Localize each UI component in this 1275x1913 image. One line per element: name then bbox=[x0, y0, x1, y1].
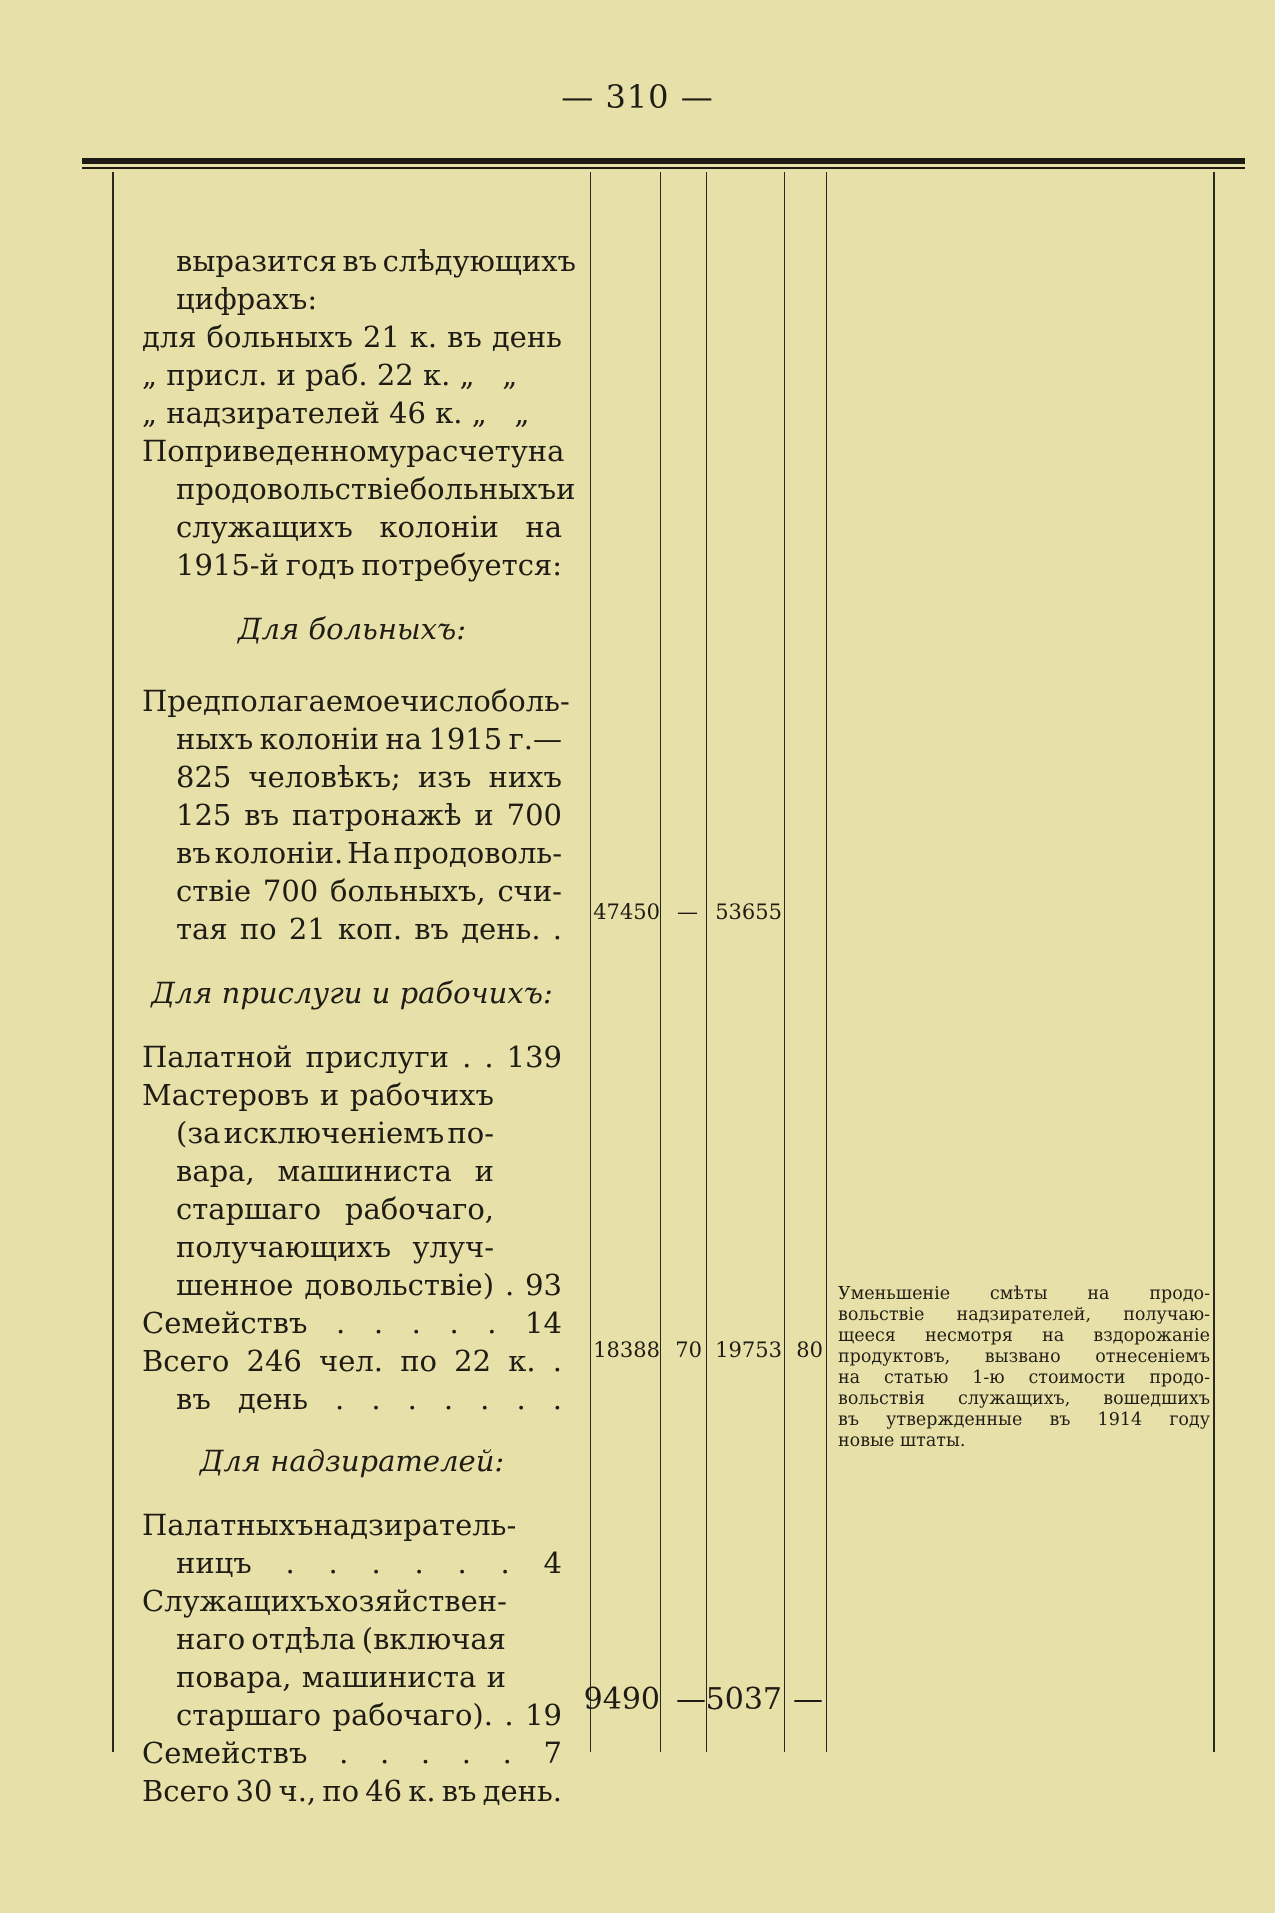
text-line: получающихъ улуч- bbox=[176, 1230, 494, 1264]
note-line: продуктовъ, вызвано отнесеніемъ bbox=[838, 1347, 1210, 1367]
note-line: новые штаты. bbox=[838, 1431, 966, 1451]
text-line: Для надзирателей: bbox=[199, 1444, 505, 1478]
text-line: (за исключеніемъ по- bbox=[176, 1116, 494, 1150]
text-line: старшаго рабочаго, bbox=[176, 1192, 494, 1226]
text-line: Семействъ . . . . . 14 bbox=[142, 1306, 562, 1340]
text-line: служащихъ колоніи на bbox=[176, 510, 562, 544]
text-line: ныхъ колоніи на 1915 г.— bbox=[176, 722, 562, 756]
text-line: Палатной прислуги . . 139 bbox=[142, 1040, 562, 1074]
text-line: въ день . . . . . . . bbox=[176, 1382, 562, 1416]
text-line: продовольствіе больныхъ и bbox=[176, 472, 576, 506]
text-line: тая по 21 коп. въ день. . bbox=[176, 912, 562, 946]
text-line: Всего 30 ч., по 46 к. въ день. bbox=[142, 1774, 562, 1808]
text-line: ницъ . . . . . . 4 bbox=[176, 1546, 562, 1580]
column-rule bbox=[784, 172, 785, 1752]
text-line: ствіе 700 больныхъ, счи- bbox=[176, 874, 562, 908]
column-rule bbox=[826, 172, 827, 1752]
note-line: вольствіе надзирателей, получаю- bbox=[838, 1305, 1210, 1325]
text-line: повара, машиниста и bbox=[176, 1660, 506, 1694]
text-line: вара, машиниста и bbox=[176, 1154, 494, 1188]
top-rule bbox=[82, 158, 1245, 164]
text-line: Для больныхъ: bbox=[237, 612, 467, 646]
amount-cell: 18388 bbox=[593, 1338, 660, 1362]
amount-cell: 5037 bbox=[705, 1682, 782, 1717]
amount-cell: — bbox=[793, 1682, 823, 1717]
text-line: Всего 246 чел. по 22 к. . bbox=[142, 1344, 562, 1378]
amount-cell: — bbox=[676, 1682, 706, 1717]
text-line: Для прислуги и рабочихъ: bbox=[151, 976, 553, 1010]
text-line: Мастеровъ и рабочихъ bbox=[142, 1078, 494, 1112]
text-line: шенное довольствіе) . 93 bbox=[176, 1268, 562, 1302]
remarks-note bbox=[838, 1284, 1210, 1452]
amount-cell: 9490 bbox=[583, 1682, 660, 1717]
text-line: для больныхъ 21 к. въ день bbox=[142, 320, 562, 354]
note-line: на статью 1-ю стоимости продо- bbox=[838, 1368, 1210, 1388]
note-line: щееся несмотря на вздорожаніе bbox=[838, 1326, 1210, 1346]
text-line: 825 человѣкъ; изъ нихъ bbox=[176, 760, 562, 794]
amount-cell: — bbox=[677, 900, 698, 924]
text-line: Предполагаемое число боль- bbox=[142, 684, 570, 718]
note-line: вольствія служащихъ, вошедшихъ bbox=[838, 1389, 1210, 1409]
text-line: цифрахъ: bbox=[176, 282, 318, 316]
amount-cell: 80 bbox=[796, 1338, 823, 1362]
amount-cell: 53655 bbox=[715, 900, 782, 924]
column-rule bbox=[706, 172, 707, 1752]
text-line: „ надзирателей 46 к. „ „ bbox=[142, 396, 530, 430]
text-line: наго отдѣла (включая bbox=[176, 1622, 506, 1656]
text-line: „ присл. и раб. 22 к. „ „ bbox=[142, 358, 518, 392]
column-rule bbox=[590, 172, 591, 1752]
text-line: 1915-й годъ потребуется: bbox=[176, 548, 562, 582]
text-line: старшаго рабочаго). . 19 bbox=[176, 1698, 562, 1732]
amount-cell: 47450 bbox=[593, 900, 660, 924]
amount-cell: 70 bbox=[675, 1338, 702, 1362]
text-line: По приведенному расчету на bbox=[142, 434, 565, 468]
page-number: — 310 — bbox=[561, 78, 714, 116]
text-line: въ колоніи. На продоволь- bbox=[176, 836, 562, 870]
note-line: въ утвержденные въ 1914 году bbox=[838, 1410, 1210, 1430]
text-line: Палатныхъ надзиратель- bbox=[142, 1508, 517, 1542]
text-line: 125 въ патронажѣ и 700 bbox=[176, 798, 562, 832]
text-line: Семействъ . . . . . 7 bbox=[142, 1736, 562, 1770]
note-line: Уменьшеніе смѣты на продо- bbox=[838, 1284, 1210, 1304]
text-line: Служащихъ хозяйствен- bbox=[142, 1584, 507, 1618]
column-rule bbox=[660, 172, 661, 1752]
column-rule bbox=[1213, 172, 1215, 1752]
text-line: выразится въ слѣдующихъ bbox=[176, 244, 576, 278]
top-rule-thin bbox=[82, 167, 1245, 169]
amount-cell: 19753 bbox=[715, 1338, 782, 1362]
column-rule bbox=[112, 172, 114, 1752]
